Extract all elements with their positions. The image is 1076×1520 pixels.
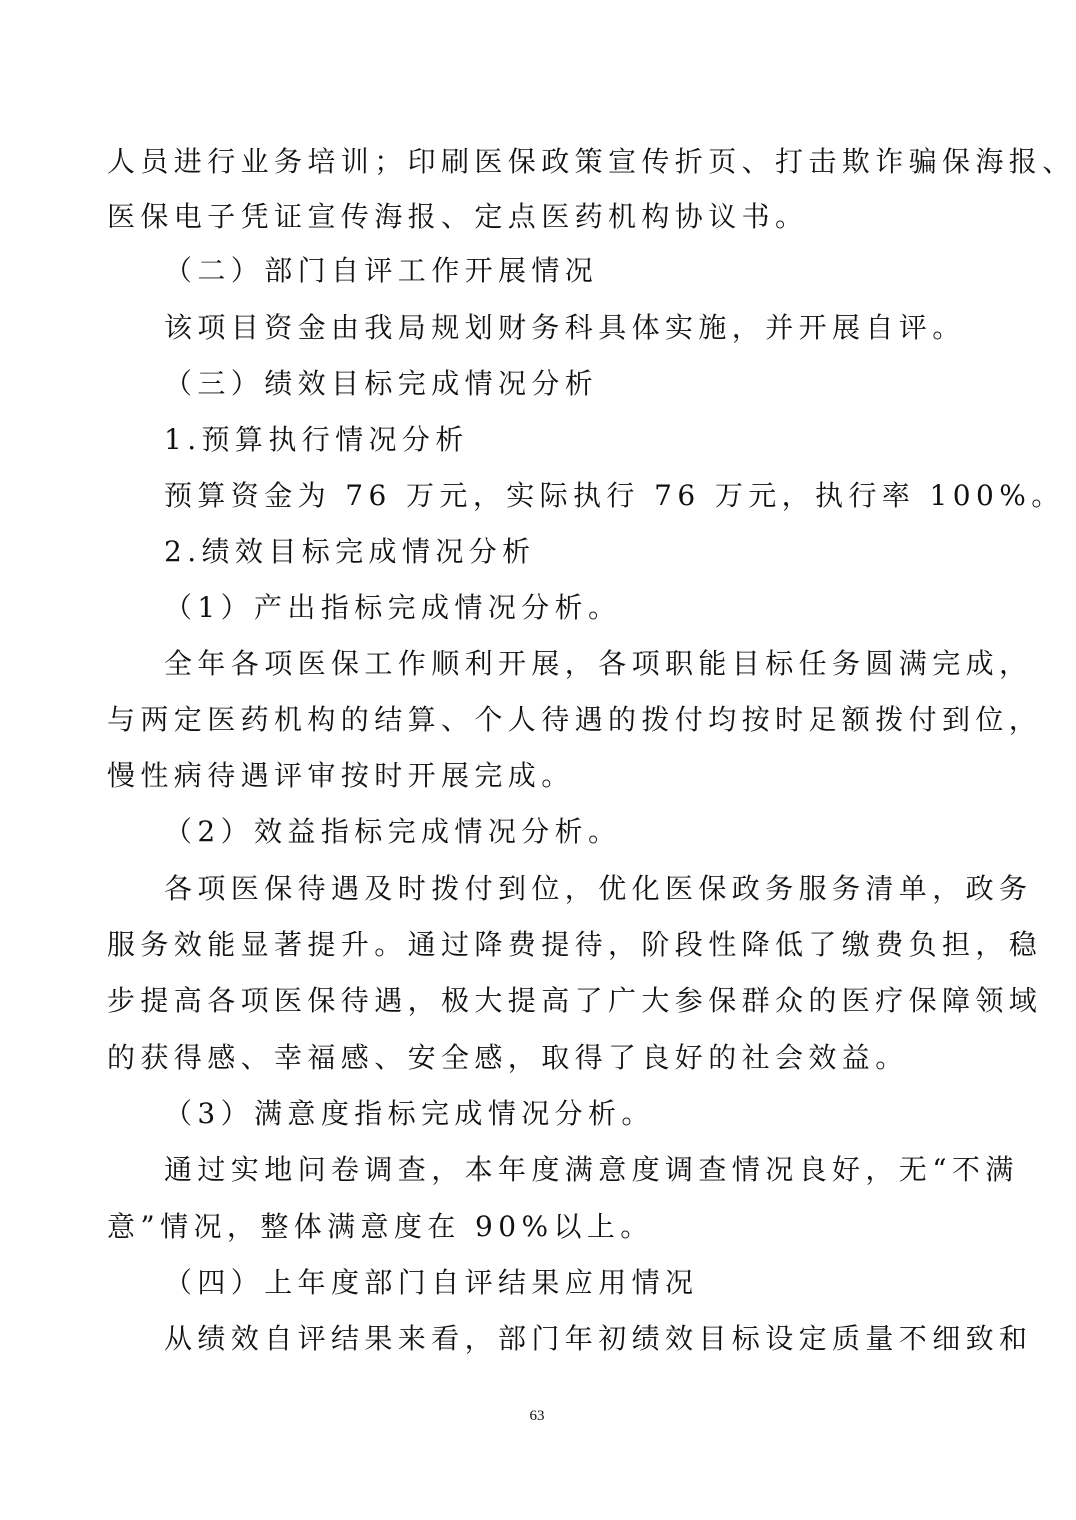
- section-heading: （二）部门自评工作开展情况: [164, 254, 599, 287]
- body-text-line: 从绩效自评结果来看，部门年初绩效目标设定质量不细致和: [164, 1322, 1033, 1355]
- body-text-line: 医保电子凭证宣传海报、定点医药机构协议书。: [107, 200, 809, 233]
- body-text-line: 人员进行业务培训；印刷医保政策宣传折页、打击欺诈骗保海报、: [107, 145, 1076, 178]
- page-number: 63: [529, 1408, 545, 1424]
- subsection-heading: （3）满意度指标完成情况分析。: [164, 1097, 655, 1130]
- body-text-line: 通过实地问卷调查，本年度满意度调查情况良好，无“不满: [164, 1153, 1019, 1186]
- body-text-line: 与两定医药机构的结算、个人待遇的拨付均按时足额拨付到位，: [107, 703, 1043, 736]
- subsection-heading: （2）效益指标完成情况分析。: [164, 815, 622, 848]
- body-text-line: 各项医保待遇及时拨付到位，优化医保政务服务清单，政务: [164, 872, 1033, 905]
- body-text-line: 慢性病待遇评审按时开展完成。: [107, 759, 575, 792]
- section-heading: （四）上年度部门自评结果应用情况: [164, 1266, 699, 1299]
- body-text-line: 意”情况，整体满意度在 90%以上。: [107, 1210, 654, 1243]
- section-heading: （三）绩效目标完成情况分析: [164, 367, 599, 400]
- body-text-line: 的获得感、幸福感、安全感，取得了良好的社会效益。: [107, 1041, 909, 1074]
- body-text-line: 服务效能显著提升。通过降费提待，阶段性降低了缴费负担，稳: [107, 928, 1043, 961]
- body-text-line: 该项目资金由我局规划财务科具体实施，并开展自评。: [164, 311, 966, 344]
- subsection-heading: 1.预算执行情况分析: [164, 423, 469, 456]
- body-text-line: 全年各项医保工作顺利开展，各项职能目标任务圆满完成，: [164, 647, 1033, 680]
- body-text-line: 预算资金为 76 万元，实际执行 76 万元，执行率 100%。: [164, 479, 1065, 512]
- subsection-heading: 2.绩效目标完成情况分析: [164, 535, 536, 568]
- body-text-line: 步提高各项医保待遇，极大提高了广大参保群众的医疗保障领域: [107, 984, 1043, 1017]
- subsection-heading: （1）产出指标完成情况分析。: [164, 591, 622, 624]
